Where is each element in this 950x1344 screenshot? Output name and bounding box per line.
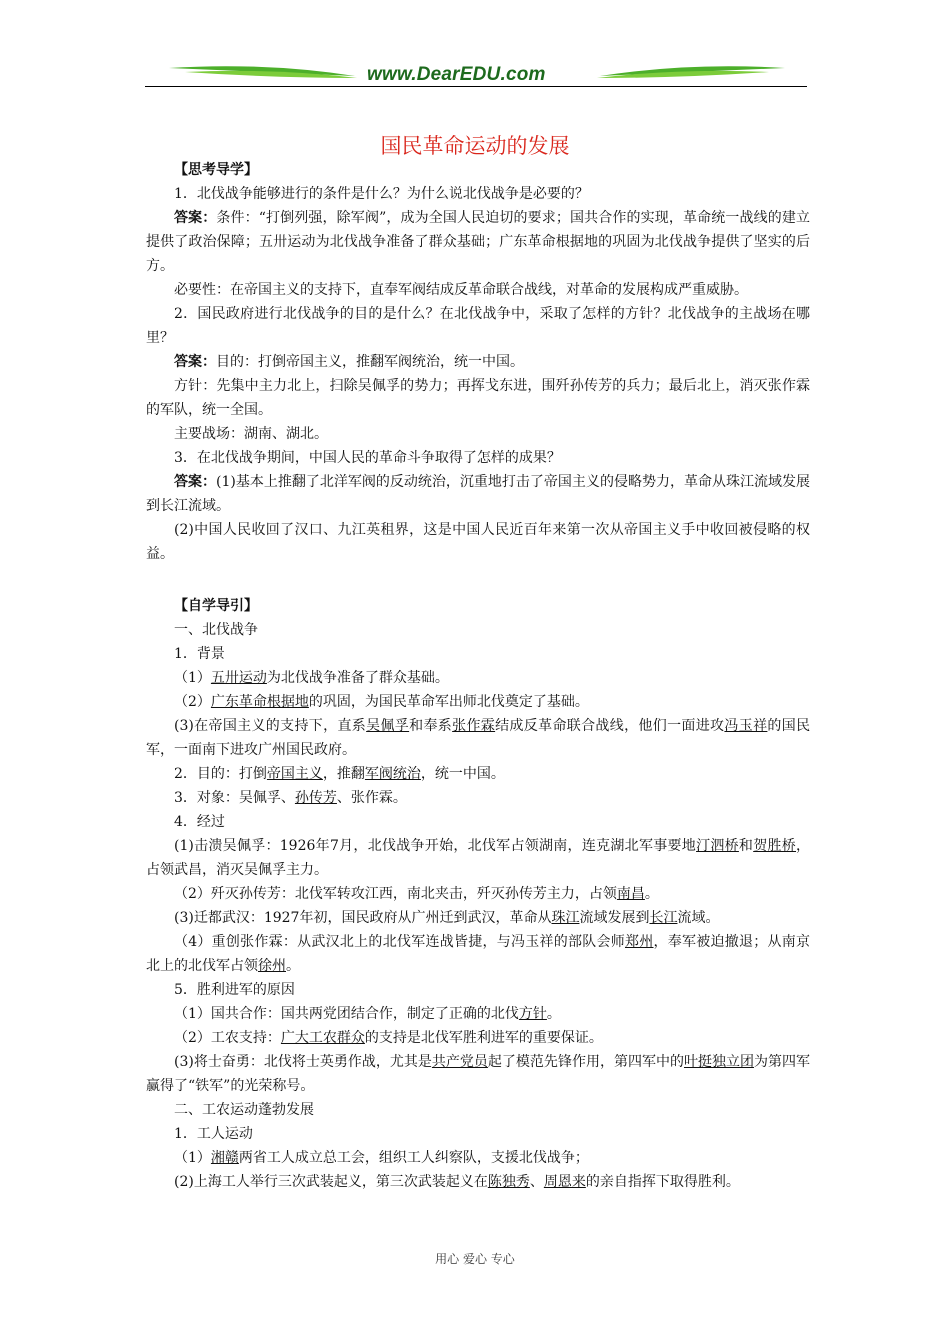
answer-3-second: (2)中国人民收回了汉口、九江英租界，这是中国人民近百年来第一次从帝国主义手中收回被侵略的权益。	[146, 522, 810, 562]
answer-label: 答案：	[174, 474, 217, 490]
process-item-3: (3)迁都武汉：1927年初，国民政府从广州迁到武汉，革命从珠江流域发展到长江流域。	[174, 910, 720, 926]
answer-label: 答案：	[174, 210, 217, 226]
answer-3: 答案：(1)基本上推翻了北洋军阀的反动统治，沉重地打击了帝国主义的侵略势力，革命从珠江流域发展到长江流域。	[146, 474, 810, 514]
subsection-northern-expedition: 一、北伐战争	[174, 622, 258, 638]
question-2: 2．国民政府进行北伐战争的目的是什么？在北伐战争中，采取了怎样的方针？北伐战争的主战场在哪里？	[146, 306, 810, 346]
background-item-3: (3)在帝国主义的支持下，直系吴佩孚和奉系张作霖结成反革命联合战线，他们一面进攻冯玉祥的国民军，一面南下进攻广州国民政府。	[146, 718, 811, 758]
site-header	[145, 58, 807, 94]
process-item-2: （2）歼灭孙传芳：北伐军转攻江西，南北夹击，歼灭孙传芳主力，占领南昌。	[174, 886, 659, 902]
worker-item-2: (2)上海工人举行三次武装起义，第三次武装起义在陈独秀、周恩来的亲自指挥下取得胜利。	[174, 1174, 740, 1190]
victory-item-1: （1）国共合作：国共两党团结合作，制定了正确的北伐方针。	[174, 1006, 561, 1022]
subsection-worker-peasant: 二、工农运动蓬勃发展	[174, 1102, 314, 1118]
process-item-4: （4）重创张作霖：从武汉北上的北伐军连战皆捷，与冯玉祥的部队会师郑州，奉军被迫撤退；从南京北上的北伐军占领徐州。	[146, 934, 811, 974]
document-body	[146, 158, 810, 1194]
question-1: 1．北伐战争能够进行的条件是什么？为什么说北伐战争是必要的？	[174, 186, 589, 202]
question-3: 3．在北伐战争期间，中国人民的革命斗争取得了怎样的成果？	[174, 450, 561, 466]
goal-item: 2．目的：打倒帝国主义，推翻军阀统治，统一中国。	[174, 766, 505, 782]
answer-2-battlefield: 主要战场：湖南、湖北。	[174, 426, 328, 442]
victory-item-3: (3)将士奋勇：北伐将士英勇作战，尤其是共产党员起了模范先锋作用，第四军中的叶挺独立团为第四军赢得了“铁军”的光荣称号。	[146, 1054, 811, 1094]
victory-title: 5．胜利进军的原因	[174, 982, 295, 998]
section-heading-think: 【思考导学】	[174, 162, 258, 178]
section-heading-selfstudy: 【自学导引】	[174, 598, 258, 614]
answer-1-necessity: 必要性：在帝国主义的支持下，直奉军阀结成反革命联合战线，对革命的发展构成严重威胁。	[174, 282, 748, 298]
target-item: 3．对象：吴佩孚、孙传芳、张作霖。	[174, 790, 407, 806]
page-footer: 用心 爱心 专心	[435, 1252, 515, 1266]
site-logo-text[interactable]: www.DearEDU.com	[367, 64, 546, 85]
process-item-1: (1)击溃吴佩孚：1926年7月，北伐战争开始，北伐军占领湖南，连克湖北军事要地汀泗桥和贺胜桥，占领武昌，消灭吴佩孚主力。	[146, 838, 811, 878]
header-divider	[145, 86, 807, 87]
worker-item-1: （1）湘赣两省工人成立总工会，组织工人纠察队，支援北伐战争；	[174, 1150, 589, 1166]
answer-2: 答案：目的：打倒帝国主义，推翻军阀统治，统一中国。	[174, 354, 524, 370]
answer-2-policy: 方针：先集中主力北上，扫除吴佩孚的势力；再挥戈东进，围歼孙传芳的兵力；最后北上，消灭张作霖的军队，统一全国。	[146, 378, 810, 418]
answer-label: 答案：	[174, 354, 216, 370]
page-title: 国民革命运动的发展	[380, 134, 570, 158]
background-item-2: （2）广东革命根据地的巩固，为国民革命军出师北伐奠定了基础。	[174, 694, 589, 710]
victory-item-2: （2）工农支持：广大工农群众的支持是北伐军胜利进军的重要保证。	[174, 1030, 603, 1046]
background-title: 1．背景	[174, 646, 225, 662]
background-item-1: （1）五卅运动为北伐战争准备了群众基础。	[174, 670, 449, 686]
worker-movement-title: 1．工人运动	[174, 1126, 253, 1142]
process-title: 4．经过	[174, 814, 225, 830]
answer-1: 答案：条件：“打倒列强，除军阀”，成为全国人民迫切的要求；国共合作的实现，革命统一战线的建立提供了政治保障；五卅运动为北伐战争准备了群众基础；广东革命根据地的巩固为北伐战争提供了坚实的后方。	[146, 210, 811, 274]
